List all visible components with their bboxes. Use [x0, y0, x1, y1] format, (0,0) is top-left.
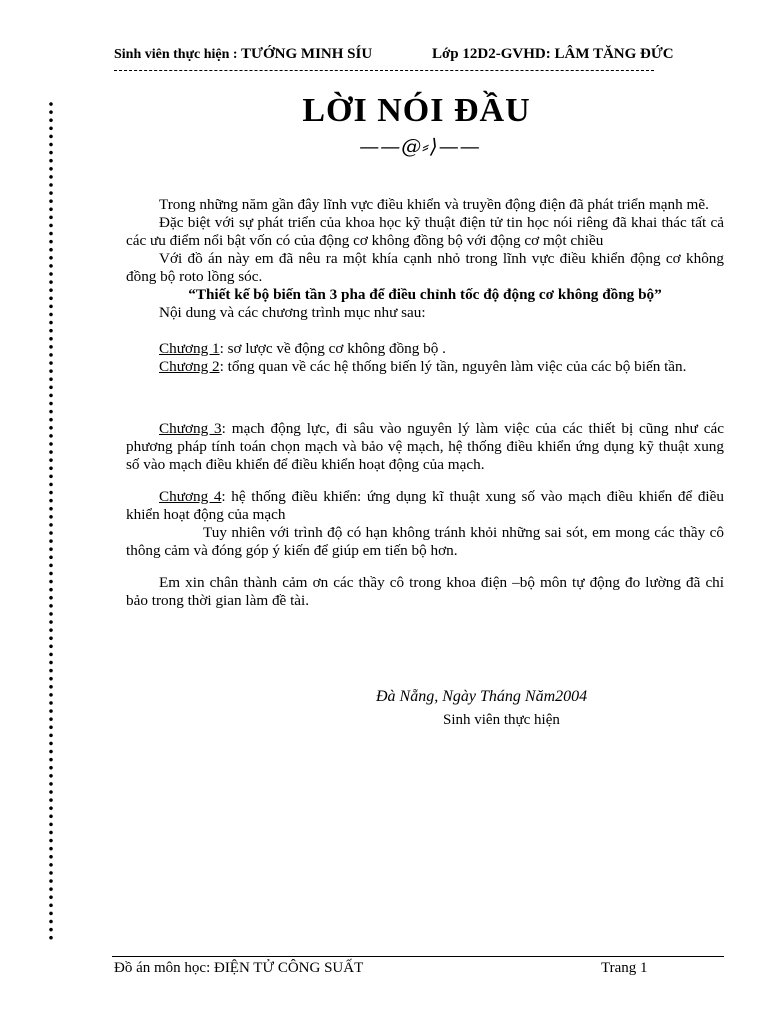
- chapter-3-text: : mạch động lực, đi sâu vào nguyên lý làm việc của các thiết bị cũng như các phương pháp tính toán chọn mạch và bảo vệ mạch, hệ thống điều khiển ứng dụng kỹ thuật xung số vào mạch điều khiển để điều khiển hoạt động của mạch.: [126, 420, 724, 473]
- title-ornament: ——@⸗⟩——: [359, 134, 481, 158]
- contents-intro: Nội dung và các chương trình mục như sau:: [159, 304, 426, 321]
- paragraph-intro: Trong những năm gần đây lĩnh vực điều khiển và truyền động điện đã phát triển mạnh mẽ.: [159, 196, 709, 213]
- chapter-4: [126, 488, 724, 524]
- chapter-3-label: Chương 3: [159, 420, 222, 437]
- thesis-title: “Thiết kế bộ biến tần 3 pha để điều chỉnh tốc độ động cơ không đồng bộ”: [188, 286, 662, 303]
- chapter-1-text: : sơ lược về động cơ không đồng bộ .: [219, 340, 446, 357]
- paragraph-thanks: Em xin chân thành cảm ơn các thầy cô trong khoa điện –bộ môn tự động đo lường đã chỉ bảo trong thời gian làm đề tài.: [126, 574, 724, 609]
- dotted-margin-border: [48, 100, 54, 940]
- chapter-4-text: : hệ thống điều khiển: ứng dụng kĩ thuật xung số vào mạch điều khiển để điều khiển hoạt động của mạch: [126, 488, 724, 523]
- chapter-1-label: Chương 1: [159, 340, 220, 357]
- document-body: [126, 196, 724, 610]
- chapter-2: [126, 358, 724, 376]
- chapter-2-label: Chương 2: [159, 358, 220, 375]
- signature-place-date: Đà Nẵng, Ngày Tháng Năm2004: [376, 688, 588, 705]
- chapter-1: [126, 340, 724, 358]
- paragraph-project: Với đồ án này em đã nêu ra một khía cạnh nhỏ trong lĩnh vực điều khiển động cơ không đồng bộ roto lồng sóc.: [126, 250, 724, 285]
- footer-divider: [112, 956, 724, 957]
- signature-role: Sinh viên thực hiện: [443, 712, 560, 728]
- footer-course: Đồ án môn học: ĐIỆN TỬ CÔNG SUẤT: [114, 960, 364, 976]
- chapter-4-label: Chương 4: [159, 488, 222, 505]
- chapter-3: [126, 420, 724, 474]
- class-info: Lớp 12D2-GVHD: LÂM TĂNG ĐỨC: [432, 46, 674, 62]
- paragraph-development: Đặc biệt với sự phát triển của khoa học kỹ thuật điện tử tin học nói riêng đã khai thác tất cả các ưu điểm nổi bật vốn có của động cơ không đồng bộ với động cơ một chiều: [126, 214, 724, 249]
- student-label: Sinh viên thực hiện :: [114, 47, 242, 62]
- chapter-2-text: : tổng quan về các hệ thống biến lý tần, nguyên làm việc của các bộ biến tần.: [219, 358, 687, 375]
- paragraph-humble: Tuy nhiên với trình độ có hạn không tránh khỏi những sai sót, em mong các thầy cô thông cảm và đóng góp ý kiến để giúp em tiến bộ hơn.: [126, 524, 724, 559]
- page-title: LỜI NÓI ĐẦU: [302, 92, 531, 129]
- page-header: [114, 44, 678, 66]
- footer-page-number: Trang 1: [601, 960, 648, 976]
- student-name: TƯỚNG MINH SÍU: [241, 46, 373, 62]
- header-divider: [114, 70, 654, 71]
- student-info: [114, 46, 372, 63]
